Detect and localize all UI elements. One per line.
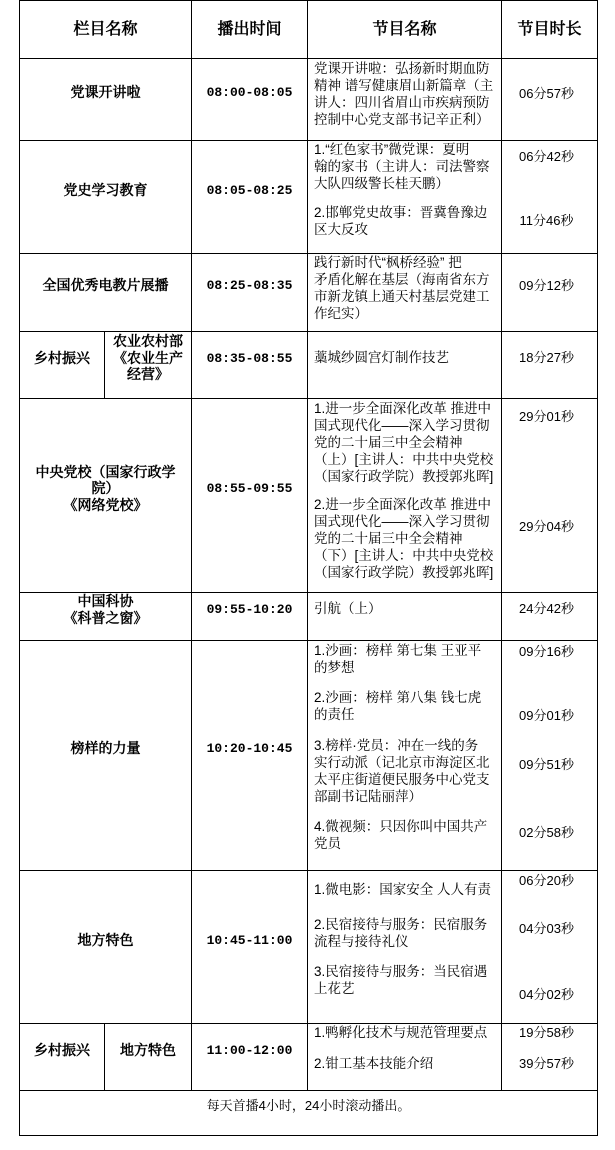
subcategory-line: 经营》 — [127, 366, 169, 383]
header-duration-label: 节目时长 — [517, 21, 582, 38]
air-time-cell — [192, 593, 308, 641]
duration-value: 09分01秒 — [519, 708, 574, 723]
header-category — [20, 1, 192, 59]
program-cell — [308, 332, 502, 399]
duration-cell — [502, 254, 598, 332]
category-line: 地方特色 — [77, 931, 134, 948]
category-line: 《科普之窗》 — [63, 609, 148, 626]
duration-cell — [502, 141, 598, 254]
program-item — [314, 916, 487, 950]
program-line: 引航（上） — [314, 601, 382, 616]
duration-cell — [502, 1024, 598, 1091]
program-line: 藁城纱圆宫灯制作技艺 — [314, 350, 449, 365]
program-line: 控制中心党支部书记辛正利） — [314, 112, 490, 127]
duration-value: 06分20秒 — [519, 873, 574, 888]
category-line: 乡村振兴 — [34, 1041, 90, 1058]
program-item — [314, 400, 493, 485]
duration-value: 09分16秒 — [519, 644, 574, 659]
program-item — [314, 881, 491, 898]
air-time: 10:45-11:00 — [206, 932, 293, 948]
program-line: 上花艺 — [314, 981, 355, 996]
air-time: 08:00-08:05 — [206, 85, 293, 100]
program-line: （国家行政学院）教授郭兆晖] — [314, 565, 494, 580]
duration-cell — [502, 593, 598, 641]
duration-value: 18分27秒 — [519, 350, 574, 365]
program-line: 部副书记陆丽萍） — [314, 789, 422, 804]
category-line: 全国优秀电教片展播 — [42, 277, 169, 294]
air-time: 08:35-08:55 — [206, 350, 293, 366]
duration-cell — [502, 871, 598, 1024]
duration-value: 06分57秒 — [519, 86, 574, 101]
subcategory-line: 《农业生产 — [113, 349, 183, 366]
program-line: 1.沙画：榜样 第七集 王亚平 — [314, 643, 482, 658]
program-line: 党的二十届三中全会精神 — [314, 531, 463, 546]
program-item — [314, 204, 487, 238]
program-line: 作纪实） — [314, 306, 368, 321]
program-line: 的责任 — [314, 707, 355, 722]
air-time-cell — [192, 254, 308, 332]
duration-value: 19分58秒 — [519, 1025, 574, 1040]
subcategory-line: 地方特色 — [120, 1041, 176, 1058]
category-cell — [20, 593, 192, 641]
program-item — [314, 141, 490, 192]
program-line: 翰的家书（主讲人：司法警察 — [314, 159, 490, 174]
program-item — [314, 349, 449, 366]
program-cell — [308, 141, 502, 254]
subcategory-cell — [105, 332, 192, 399]
air-time-cell — [192, 141, 308, 254]
footer-note: 每天首播4小时，24小时滚动播出。 — [206, 1098, 411, 1113]
category-line: 乡村振兴 — [34, 349, 90, 366]
duration-cell — [502, 332, 598, 399]
program-line: 实行动派（记北京市海淀区北 — [314, 755, 490, 770]
program-line: 2.民宿接待与服务：民宿服务 — [314, 917, 488, 932]
program-line: 1.进一步全面深化改革 推进中 — [314, 401, 492, 416]
program-line: 1.微电影：国家安全 人人有责 — [314, 882, 492, 897]
header-program-label: 节目名称 — [372, 21, 437, 38]
program-item — [314, 963, 487, 997]
schedule-table — [19, 0, 598, 1136]
air-time: 11:00-12:00 — [206, 1042, 293, 1058]
program-line: 讲人：四川省眉山市疾病预防 — [314, 95, 490, 110]
duration-value: 04分03秒 — [519, 921, 574, 936]
header-time — [192, 1, 308, 59]
header-category-label: 栏目名称 — [73, 21, 138, 38]
category-line: 党课开讲啦 — [70, 84, 141, 101]
duration-value: 39分57秒 — [519, 1056, 574, 1071]
program-line: 2.邯郸党史故事：晋冀鲁豫边 — [314, 205, 488, 220]
program-item — [314, 600, 382, 617]
category-line: 《网络党校》 — [63, 496, 148, 513]
program-line: （上）[主讲人：中共中央党校 — [314, 452, 494, 467]
air-time: 10:20-10:45 — [206, 741, 293, 756]
program-line: 2.进一步全面深化改革 推进中 — [314, 497, 492, 512]
program-line: 区大反攻 — [314, 222, 368, 237]
program-cell — [308, 254, 502, 332]
category-cell — [20, 871, 192, 1024]
category-line: 榜样的力量 — [70, 740, 141, 757]
duration-value: 11分46秒 — [519, 213, 574, 228]
program-line: （国家行政学院）教授郭兆晖] — [314, 469, 494, 484]
program-line: 流程与接待礼仪 — [314, 934, 409, 949]
header-time-label: 播出时间 — [217, 21, 282, 38]
program-line: 精神 谱写健康眉山新篇章（主 — [314, 78, 494, 93]
program-line: 国式现代化——深入学习贯彻 — [314, 418, 490, 433]
program-cell — [308, 593, 502, 641]
program-line: 3.榜样·党员：冲在一线的务 — [314, 738, 479, 753]
air-time-cell — [192, 641, 308, 871]
program-item — [314, 60, 493, 128]
category-cell — [20, 641, 192, 871]
duration-cell — [502, 641, 598, 871]
program-line: 4.微视频：只因你叫中国共产 — [314, 819, 488, 834]
air-time: 08:55-09:55 — [206, 481, 293, 496]
program-item — [314, 254, 490, 322]
duration-value: 02分58秒 — [519, 825, 574, 840]
program-item — [314, 689, 481, 723]
program-line: 党课开讲啦：弘扬新时期血防 — [314, 61, 490, 76]
program-cell — [308, 1024, 502, 1091]
air-time: 08:05-08:25 — [206, 182, 293, 198]
category-cell — [20, 1024, 105, 1091]
air-time-cell — [192, 332, 308, 399]
program-line: 的梦想 — [314, 660, 355, 675]
program-line: 党员 — [314, 836, 341, 851]
air-time-cell — [192, 399, 308, 593]
duration-value: 06分42秒 — [519, 149, 574, 164]
program-line: 矛盾化解在基层（海南省东方 — [314, 272, 490, 287]
program-line: 大队四级警长桂天鹏） — [314, 176, 449, 191]
program-line: 党的二十届三中全会精神 — [314, 435, 463, 450]
program-item — [314, 737, 490, 805]
program-line: 1.鸭孵化技术与规范管理要点 — [314, 1025, 488, 1040]
program-item — [314, 818, 487, 852]
category-line: 中央党校（国家行政学 — [35, 463, 176, 480]
category-cell — [20, 399, 192, 593]
program-cell — [308, 871, 502, 1024]
air-time-cell — [192, 871, 308, 1024]
footer-note-cell — [20, 1091, 598, 1136]
header-program — [308, 1, 502, 59]
program-cell — [308, 641, 502, 871]
program-line: 2.沙画：榜样 第八集 钱七虎 — [314, 690, 482, 705]
air-time-cell — [192, 1024, 308, 1091]
subcategory-cell — [105, 1024, 192, 1091]
duration-value: 29分04秒 — [519, 519, 574, 534]
category-cell — [20, 59, 192, 141]
category-line: 中国科协 — [77, 593, 134, 609]
program-line: 3.民宿接待与服务：当民宿遇 — [314, 964, 488, 979]
program-line: 践行新时代“枫桥经验” 把 — [314, 255, 462, 270]
program-item — [314, 642, 481, 676]
program-line: 市新龙镇上通天村基层党建工 — [314, 289, 490, 304]
air-time: 09:55-10:20 — [206, 602, 293, 617]
air-time: 08:25-08:35 — [206, 278, 293, 293]
duration-value: 09分12秒 — [519, 278, 574, 293]
category-cell — [20, 141, 192, 254]
program-cell — [308, 59, 502, 141]
duration-value: 24分42秒 — [519, 601, 574, 616]
duration-value: 04分02秒 — [519, 987, 574, 1002]
category-cell — [20, 332, 105, 399]
duration-cell — [502, 59, 598, 141]
air-time-cell — [192, 59, 308, 141]
header-duration — [502, 1, 598, 59]
category-line: 党史学习教育 — [63, 181, 148, 198]
program-item — [314, 1024, 487, 1041]
program-line: 2.钳工基本技能介绍 — [314, 1056, 434, 1071]
program-line: （下）[主讲人：中共中央党校 — [314, 548, 494, 563]
program-item — [314, 496, 493, 581]
subcategory-line: 农业农村部 — [113, 333, 183, 350]
category-line: 院） — [91, 480, 120, 497]
program-line: 国式现代化——深入学习贯彻 — [314, 514, 490, 529]
duration-value: 09分51秒 — [519, 757, 574, 772]
program-item — [314, 1055, 433, 1072]
program-cell — [308, 399, 502, 593]
duration-value: 29分01秒 — [519, 409, 574, 424]
duration-cell — [502, 399, 598, 593]
program-line: 太平庄街道便民服务中心党支 — [314, 772, 490, 787]
category-cell — [20, 254, 192, 332]
program-line: 1.“红色家书”微党课：夏明 — [314, 142, 470, 157]
